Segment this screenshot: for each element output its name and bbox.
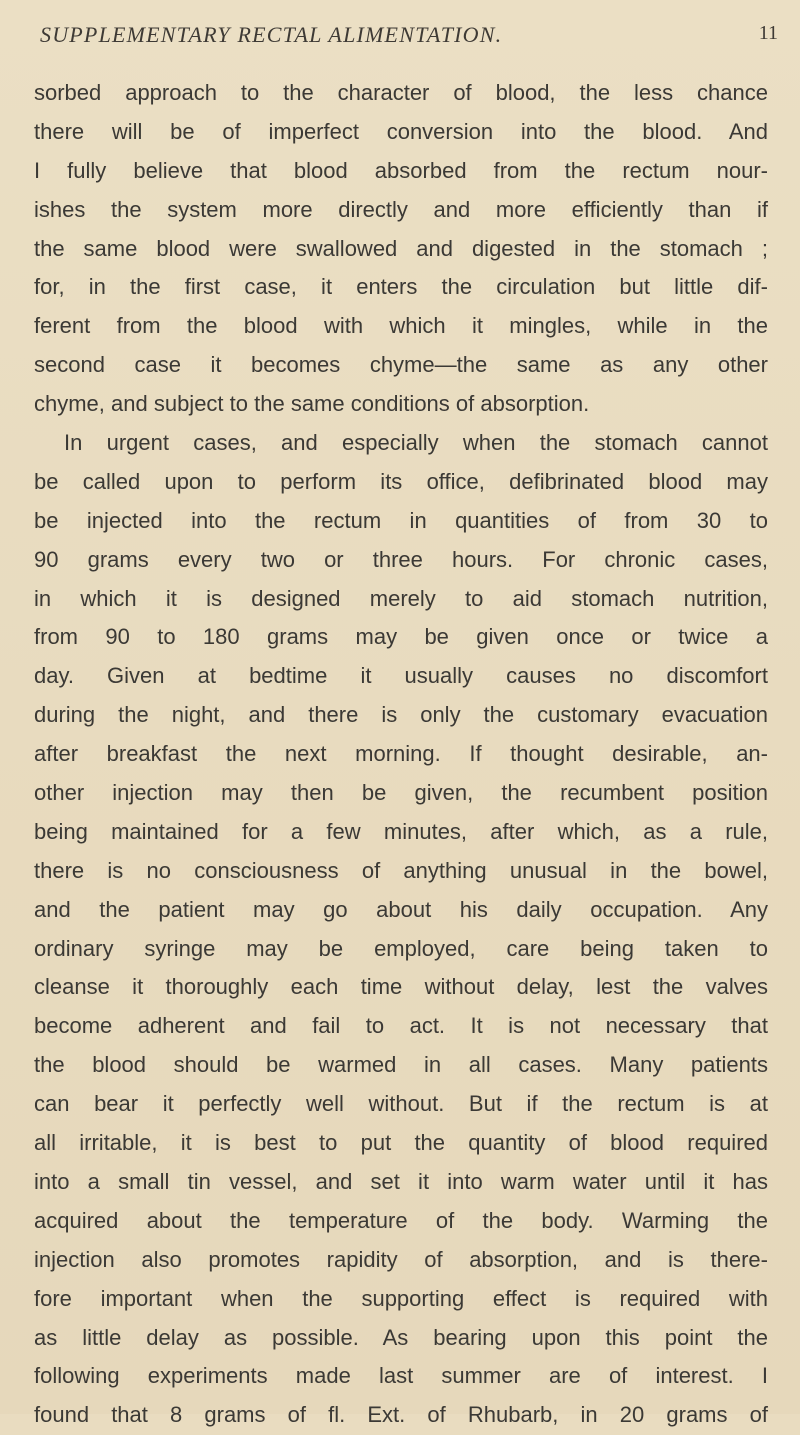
text-line: become adherent and fail to act. It is not necessary that [34,1013,768,1039]
text-line: day. Given at bedtime it usually causes no discomfort [34,663,768,689]
text-line: after breakfast the next morning. If thought desirable, an- [34,741,768,767]
text-line: in which it is designed merely to aid stomach nutrition, [34,585,768,611]
text-line: found that 8 grams of fl. Ext. of Rhubarb, in 20 grams of [34,1402,768,1428]
text-line: there will be of imperfect conversion into the blood. And [34,118,768,144]
text-line: being maintained for a few minutes, after which, as a rule, [34,818,768,844]
text-line: into a small tin vessel, and set it into warm water until it has [34,1168,768,1194]
paragraph-start-line: In urgent cases, and especially when the stomach cannot [64,430,768,456]
text-line: fore important when the supporting effect is required with [34,1285,768,1311]
text-line: be called upon to perform its office, defibrinated blood may [34,468,768,494]
page-number: 11 [758,22,778,44]
text-line: ordinary syringe may be employed, care being taken to [34,935,768,961]
text-line: chyme, and subject to the same conditions of absorption. [34,391,590,417]
text-line: cleanse it thoroughly each time without delay, lest the valves [34,974,768,1000]
text-line: second case it becomes chyme—the same as any other [34,352,768,378]
text-line: can bear it perfectly well without. But if the rectum is at [34,1091,768,1117]
text-line: acquired about the temperature of the body. Warming the [34,1207,768,1233]
running-head [40,22,780,54]
running-title: SUPPLEMENTARY RECTAL ALIMENTATION. [40,22,503,47]
text-line: for, in the first case, it enters the circulation but little dif- [34,274,768,300]
body-text [34,74,768,1435]
text-line: there is no consciousness of anything unusual in the bowel, [34,857,768,883]
text-line: during the night, and there is only the customary evacuation [34,702,768,728]
text-line: I fully believe that blood absorbed from the rectum nour- [34,157,768,183]
text-line: following experiments made last summer are of interest. I [34,1363,768,1389]
text-line: the blood should be warmed in all cases. Many patients [34,1052,768,1078]
text-line: from 90 to 180 grams may be given once or twice a [34,624,768,650]
text-line: and the patient may go about his daily occupation. Any [34,896,768,922]
text-line: sorbed approach to the character of blood, the less chance [34,80,768,105]
text-line: ishes the system more directly and more efficiently than if [34,196,768,222]
text-line: as little delay as possible. As bearing upon this point the [34,1324,768,1350]
text-line: the same blood were swallowed and digested in the stomach ; [34,235,768,261]
text-line: other injection may then be given, the recumbent position [34,780,768,806]
text-line: be injected into the rectum in quantities of from 30 to [34,507,768,533]
text-line: injection also promotes rapidity of absorption, and is there- [34,1246,768,1272]
text-line: all irritable, it is best to put the quantity of blood required [34,1130,768,1156]
text-line: ferent from the blood with which it mingles, while in the [34,313,768,339]
text-line: 90 grams every two or three hours. For chronic cases, [34,546,768,572]
